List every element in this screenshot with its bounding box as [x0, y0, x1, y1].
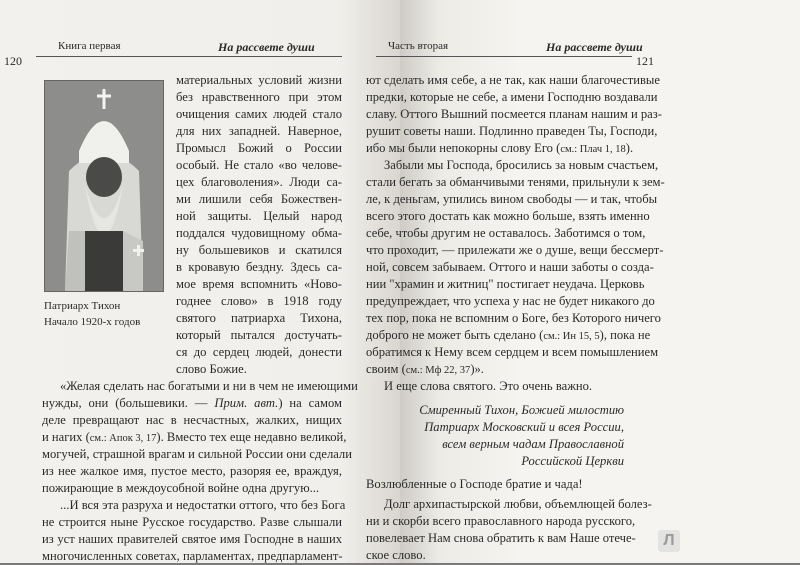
- signature-line: Российской Церкви: [521, 454, 624, 468]
- quote-line: и нагих (см.: Апок 3, 17). Вместо тех еще недавно великой,: [42, 430, 347, 444]
- body-line: И еще слова святого. Это очень важно.: [384, 379, 593, 393]
- column-line: мое время вспомнить «Ново-: [176, 277, 342, 291]
- quote-line: многочисленных советах, парламентах, предпарламент-: [42, 549, 343, 563]
- body-line: славу. Оттого Вышний посмеется планам нашим и раз-: [366, 107, 662, 121]
- body-line: обратимся к Нему всем сердцем и всем помышлением: [366, 345, 659, 359]
- column-line: ми лишили себя Божествен-: [176, 192, 342, 206]
- body-line: Долг архипастырской любви, объемлющей болез-: [384, 497, 652, 511]
- body-line: ибо мы были непокорны слову Его (см.: Плач 1, 18).: [366, 141, 634, 155]
- quote-line: пожирающие в междоусобной войне одна другую...: [42, 481, 320, 495]
- page-number-left: 120: [4, 54, 22, 68]
- column-line: для них западней. Наверное,: [176, 124, 342, 138]
- column-line: слово Божие.: [176, 362, 247, 376]
- photo-caption-name: Патриарх Тихон: [44, 300, 121, 312]
- column-line: ной защиты. Целый народ: [176, 209, 342, 223]
- column-line: материальных условий жизни: [176, 73, 342, 87]
- patriarch-tikhon-photo: [44, 80, 164, 292]
- column-line: годнее слово» в 1918 году: [176, 294, 342, 308]
- labirint-watermark-logo: Л: [658, 530, 680, 552]
- body-line: ют сделать имя себе, а не так, как наши благочестивые: [366, 73, 660, 87]
- body-line: предки, которые не себе, а имени Господню воздавали: [366, 90, 658, 104]
- greeting: Возлюбленные о Господе братие и чада!: [366, 477, 583, 491]
- body-line: что проходит, — прилежати же о душе, вещи бессмерт-: [366, 243, 664, 257]
- running-head-part: Часть вторая: [388, 40, 449, 52]
- column-line: святого патриарха Тихона,: [176, 311, 342, 325]
- body-line: Забыли мы Господа, бросились за новым счастьем,: [384, 158, 659, 172]
- body-line: предупреждает, что успеха у нас не будет никакого до: [366, 294, 655, 308]
- column-line: ну большевиков и скатился: [176, 243, 342, 257]
- column-line: очищения самих людей стало: [176, 107, 342, 121]
- column-line: в кровавую бездну. Здесь са-: [176, 260, 342, 274]
- body-line: ни и скорби всего православного народа русского,: [366, 514, 636, 528]
- quote-line: из уст наших правителей святое имя Господне в наших: [42, 532, 342, 546]
- column-line: ся до сердец людей, донести: [176, 345, 342, 359]
- body-line: ной, совсем забываем. Оттого и наши заботы о созда-: [366, 260, 654, 274]
- body-line: стали бегать за обманчивыми тенями, прильнули к зем-: [366, 175, 665, 189]
- portrait-image: [45, 81, 163, 291]
- signature-line: всем верным чадам Православной: [442, 437, 624, 451]
- column-line: без нравственного при этом: [176, 90, 342, 104]
- quote-line: деле превращают нас в несчастных, жалких, нищих: [42, 413, 342, 427]
- quote-line: не строится ныне Русское государство. Разве слышали: [42, 515, 342, 529]
- body-line: повелевает Нам снова обратить к вам Наше отече-: [366, 531, 636, 545]
- running-head-title-right: На рассвете души: [546, 40, 643, 54]
- page-number-right: 121: [636, 54, 654, 68]
- photo-caption-date: Начало 1920-х годов: [44, 316, 141, 328]
- signature-line: Смиренный Тихон, Божией милостию: [419, 403, 624, 417]
- body-line: всего этого достать как можно больше, взять именно: [366, 209, 650, 223]
- quote-line: ...И вся эта разруха и недостатки оттого, что без Бога: [60, 498, 346, 512]
- body-line: себе, чтобы другим не оставалось. Заботимся о том,: [366, 226, 646, 240]
- column-line: цех благоволения». Люди са-: [176, 175, 342, 189]
- body-line: ское слово.: [366, 548, 426, 562]
- column-line: который пытался достучать-: [176, 328, 342, 342]
- header-rule-left: [36, 56, 342, 57]
- left-page: [0, 0, 400, 563]
- signature-line: Патриарх Московский и всея России,: [424, 420, 624, 434]
- column-line: особый. Не стало «во челове-: [176, 158, 342, 172]
- quote-line: нужды, они (большевики. — Прим. авт.) на самом: [42, 396, 342, 410]
- column-line: Промысл Божий о России: [176, 141, 342, 155]
- quote-line: могучей, страшной врагам и сильной России они сделали: [42, 447, 352, 461]
- body-line: тех пор, пока не вспомним о Боге, без Которого ничего: [366, 311, 661, 325]
- body-line: своим (см.: Мф 22, 37)».: [366, 362, 484, 376]
- body-line: доброго не может быть сделано (см.: Ин 15, 5), пока не: [366, 328, 651, 342]
- header-rule-right: [376, 56, 632, 57]
- body-line: рушит советы наши. Подлинно праведен Ты, Господи,: [366, 124, 658, 138]
- quote-line: из нее жалкое имя, пустое место, разоряя ее, враждуя,: [42, 464, 342, 478]
- running-head-title-left: На рассвете души: [218, 40, 315, 54]
- quote-line: «Желая сделать нас богатыми и ни в чем не имеющими: [60, 379, 358, 393]
- running-head-book: Книга первая: [58, 40, 121, 52]
- body-line: нии "храмин и житниц" постигает неудача. Церковь: [366, 277, 645, 291]
- column-line: поддался чудовищному обма-: [176, 226, 342, 240]
- body-line: ле, к деньгам, упились вином свободы — и так, чтобы: [366, 192, 658, 206]
